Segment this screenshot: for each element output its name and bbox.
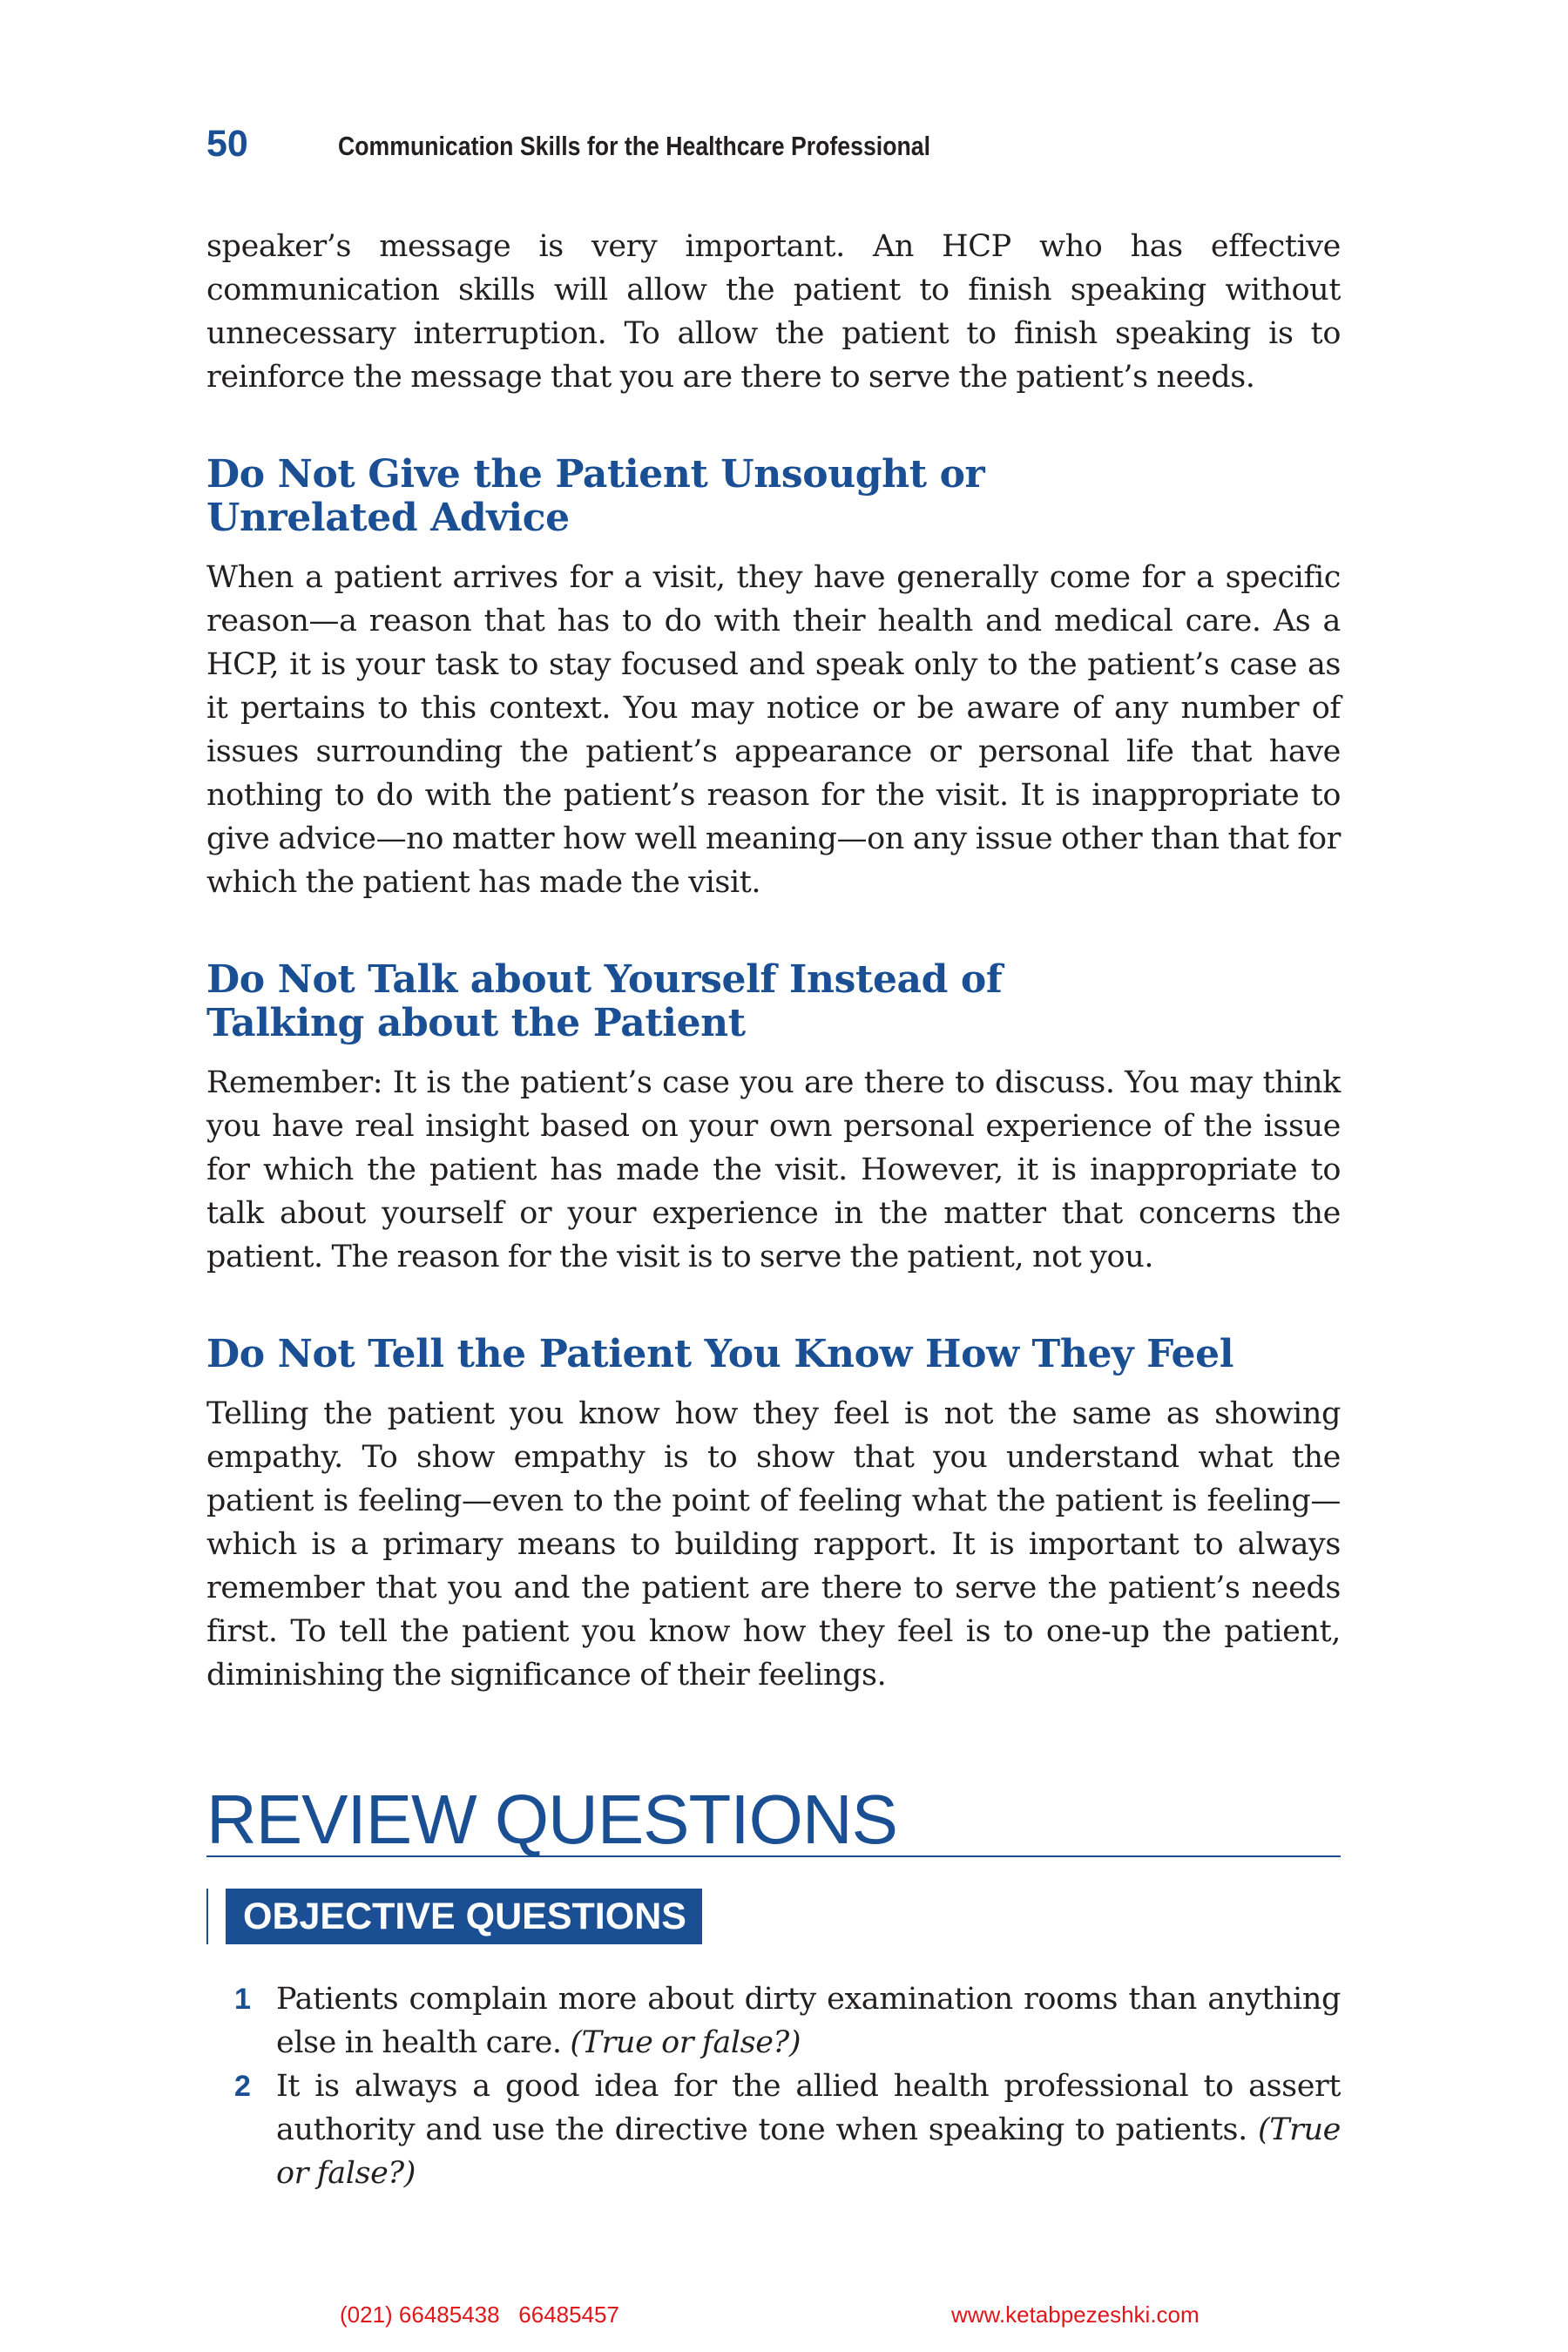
question-list <box>206 1977 1341 2195</box>
section-body-talk-about-yourself: Remember: It is the patient’s case you are there to discuss. You may think you have real insight based on your own personal experience of the issue for which the patient has made the visit. However, it is inappropriate to talk about yourself or your experience in the matter that concerns the patient. The reason for the visit is to serve the patient, not you. <box>206 1065 1341 1274</box>
intro-paragraph: speaker’s message is very important. An HCP who has effective communication skills will allow the patient to finish speaking without unnecessary interruption. To allow the patient to finish speaking is to reinforce the message that you are there to serve the patient’s needs. <box>206 229 1341 395</box>
heading-line: Talking about the Patient <box>206 1001 746 1045</box>
question-hint: (True or false?) <box>570 2025 801 2060</box>
heading-line: Unrelated Advice <box>206 496 570 540</box>
objective-questions-header <box>206 1889 1341 1944</box>
heading-line: Do Not Talk about Yourself Instead of <box>206 957 1003 1002</box>
footer-url[interactable]: www.ketabpezeshki.com <box>951 2301 1200 2328</box>
heading-line: Do Not Give the Patient Unsought or <box>206 452 985 497</box>
vertical-rule <box>206 1889 208 1944</box>
section-body-unsought-advice: When a patient arrives for a visit, they have generally come for a specific reason—a reason that has to do with their health and medical care. As a HCP, it is your task to stay focused and speak only to the patient’s case as it pertains to this context. You may notice or be aware of any number of issues surrounding the patient’s appearance or personal life that have nothing to do with the patient’s reason for the visit. It is inappropriate to give advice—no matter how well meaning—on any issue other than that for which the patient has made the visit. <box>206 560 1341 900</box>
footer-phone: (021) 66485438 66485457 <box>340 2301 619 2328</box>
section-heading-talk-about-yourself <box>206 958 1341 1045</box>
question-number: 1 <box>234 1983 251 2016</box>
section-body-know-how-they-feel: Telling the patient you know how they feel is not the same as showing empathy. To show empathy is to show that you understand what the patient is feeling—even to the point of feeling what the patient is feeling—which is a primary means to building rapport. It is important to always remember that you and the patient are there to serve the patient’s needs first. To tell the patient you know how they feel is to one-up the patient, diminishing the significance of their feelings. <box>206 1396 1341 1693</box>
question-text: Patients complain more about dirty examination rooms than anything else in health care. <box>276 1982 1341 2060</box>
question-number: 2 <box>234 2070 251 2103</box>
question-item <box>206 1977 1341 2065</box>
review-questions-title: REVIEW QUESTIONS <box>206 1784 1341 1857</box>
question-hint: (True or false?) <box>276 2112 1341 2191</box>
page-number: 50 <box>206 123 248 165</box>
section-heading-unsought-advice <box>206 453 1341 540</box>
review-questions-block <box>206 1781 1341 2195</box>
main-content <box>206 225 1341 1697</box>
question-text-container <box>276 1977 1341 2065</box>
question-text: It is always a good idea for the allied health professional to assert authority and use the directive tone when speaking to patients. <box>276 2069 1341 2147</box>
question-item <box>206 2065 1341 2195</box>
question-text-container <box>276 2065 1341 2195</box>
objective-questions-badge: OBJECTIVE QUESTIONS <box>226 1889 702 1944</box>
section-heading-know-how-they-feel <box>206 1333 1341 1376</box>
running-head-title: Communication Skills for the Healthcare Professional <box>338 131 931 161</box>
heading-line: Do Not Tell the Patient You Know How They Feel <box>206 1332 1234 1376</box>
